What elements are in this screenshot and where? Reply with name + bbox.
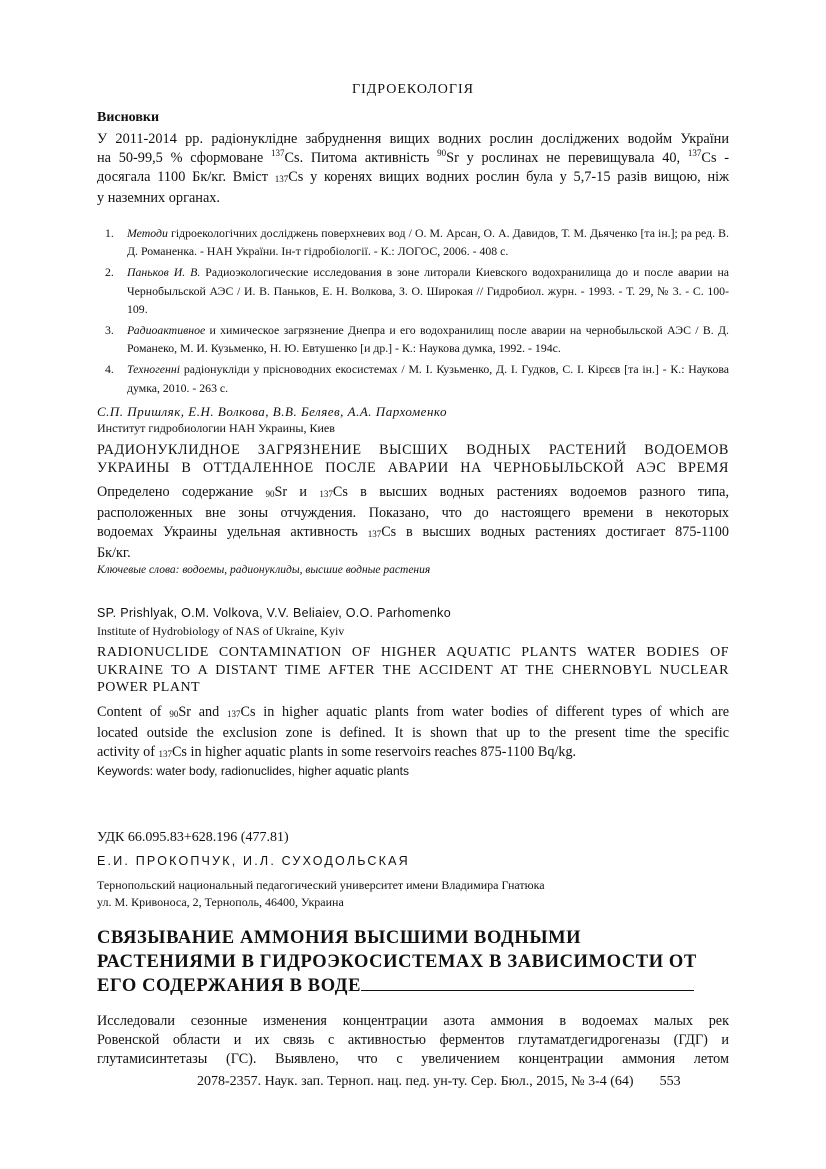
article-affiliation: Тернопольский национальный педагогический университет имени Владимира Гнатюка ул. М. Кривоноса, 2, Тернополь, 46400, Украина [97,878,545,909]
title-underline [361,989,694,991]
ru-keywords: Ключевые слова: водоемы, радионуклиды, высшие водные растения [97,564,431,576]
conclusions-text: У 2011-2014 рр. радіонуклідне забруднення вищих водних рослин досліджених водойм України на 50-99,5 % сформоване $^{137}$Cs. Питома активність $^{90}$Sr у рослинах не перевищувала 40, $^{137}$Cs - досягала 1100 Бк/кг. Вміст $_{137}$Cs у коренях вищих водних рослин була у 5,7-15 разів вищою, ніж у наземних органах. [97,131,730,206]
reference-item: 1. Методи гідроекологічних досліджень поверхневих вод / О. М. Арсан, О. А. Давидов, Т. М. Дьяченко [та ін.]; ра ред. В. Д. Романенка. - НАН України. Ін-т гідробіології. - К.: ЛОГОС, 2006. - 408 с. [105,226,729,259]
reference-item: 3. Радиоактивное и химическое загрязнение Днепра и его водохранилищ после аварии на чернобыльской АЭС / В. Д. Романеко, М. И. Кузьменко, Н. Ю. Евтушенко [и др.] - К.: Наукова думка, 1992. - 194с. [105,323,729,356]
footer-citation: 2078-2357. Наук. зап. Терноп. нац. пед. ун-ту. Сер. Бюл., 2015, № 3-4 (64) [197,1074,634,1089]
reference-list [97,224,729,400]
ru-abstract: Определено содержание $_{90}$Sr и $_{137}$Cs в высших водных растениях водоемов разного типа, расположенных вне зоны отчуждения. Показано, что до настоящего времени в некоторых водоемах Украины удельная активность $_{137}$Cs в высших водных растениях достигает 875-1100 Бк/кг. [97,484,730,561]
ru-title: РАДИОНУКЛИДНОЕ ЗАГРЯЗНЕНИЕ ВЫСШИХ ВОДНЫХ РАСТЕНИЙ ВОДОЕМОВ УКРАИНЫ В ОТТДАЛЕННОЕ ПОСЛЕ АВАРИИ НА ЧЕРНОБЫЛЬСКОЙ АЭС ВРЕМЯ [97,442,729,476]
article-title: СВЯЗЫВАНИЕ АММОНИЯ ВЫСШИМИ ВОДНЫМИ РАСТЕНИЯМИ В ГИДРОЭКОСИСТЕМАХ В ЗАВИСИМОСТИ ОТ ЕГО СОДЕРЖАНИЯ В ВОДЕ [97,928,697,996]
page-footer [197,1074,681,1090]
en-institute: Institute of Hydrobiology of NAS of Ukraine, Kyiv [97,624,345,638]
ru-authors: С.П. Пришляк, Е.Н. Волкова, В.В. Беляев, А.А. Пархоменко [97,404,447,419]
conclusions-heading: Висновки [97,110,160,125]
page-number: 553 [659,1074,681,1089]
reference-item: 2. Паньков И. В. Радиоэкологические исследования в зоне литорали Киевского водохранилища до и после аварии на Чернобыльской АЭС / И. В. Паньков, Е. Н. Волкова, З. О. Широкая // Гидробиол. журн. - 1993. - Т. 29, № 3. - С. 100-109. [105,265,730,316]
en-keywords: Keywords: water body, radionuclides, higher aquatic plants [97,764,409,778]
en-title: RADIONUCLIDE CONTAMINATION OF HIGHER AQUATIC PLANTS WATER BODIES OF UKRAINE TO A DISTANT TIME AFTER THE ACCIDENT AT THE CHERNOBYL NUCLEAR POWER PLANT [97,645,729,695]
article-abstract: Исследовали сезонные изменения концентрации азота аммония в водоемах малых рек Ровенской области и их связь с активностью ферментов глутаматдегидрогеназы (ГДГ) и глутамисинтетазы (ГС). Выявлено, что с увеличением концентрации аммония летом [97,1013,729,1067]
running-header: ГІДРОЕКОЛОГІЯ [351,82,475,97]
en-abstract: Content of $_{90}$Sr and $_{137}$Cs in higher aquatic plants from water bodies of different types of which are located outside the exclusion zone is defined. It is shown that up to the present time the specific activity of $_{137}$Cs in higher aquatic plants in some reservoirs reaches 875-1100 Bq/kg. [97,704,730,760]
reference-item: 4. Техногенні радіонукліди у прісноводних екосистемах / М. І. Кузьменко, Д. І. Гудков, С. І. Кірєєв [та ін.] - К.: Наукова думка, 2010. - 263 с. [105,362,729,395]
ru-institute: Институт гидробиологии НАН Украины, Киев [97,421,335,435]
en-authors: SP. Prishlyak, O.M. Volkova, V.V. Beliaiev, O.O. Parhomenko [97,606,451,620]
article-authors: Е.И. ПРОКОПЧУК, И.Л. СУХОДОЛЬСКАЯ [97,854,410,868]
udk-code: УДК 66.095.83+628.196 (477.81) [97,830,289,845]
